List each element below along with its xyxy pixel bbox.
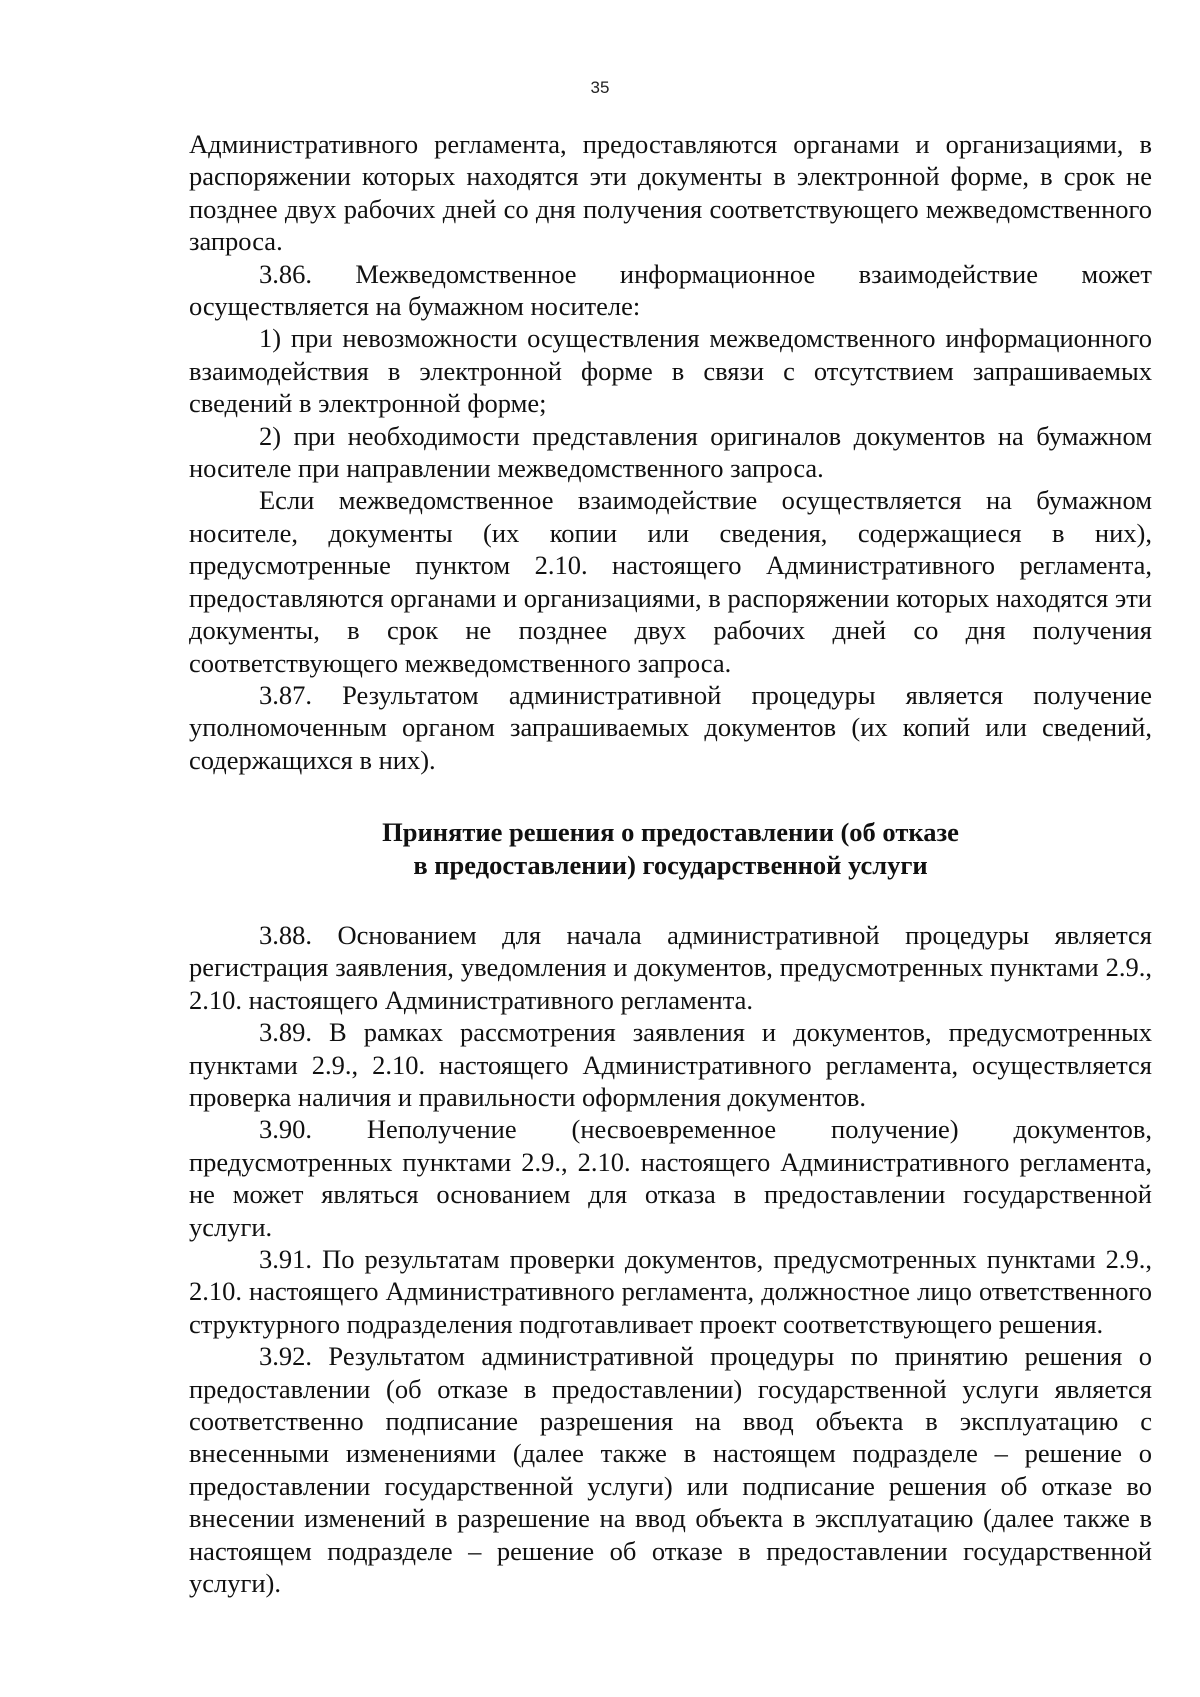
- paragraph: 3.91. По результатам проверки документов, предусмотренных пунктами 2.9., 2.10. настоящего Административного регламента, должностное лицо ответственного структурного подразделения подготавливает проект соответствующего решения.: [189, 1244, 1152, 1339]
- paragraph: 3.89. В рамках рассмотрения заявления и документов, предусмотренных пунктами 2.9., 2.10. настоящего Административного регламента, осуществляется проверка наличия и правильности оформления документов.: [189, 1017, 1152, 1112]
- paragraph: Административного регламента, предоставляются органами и организациями, в распоряжении которых находятся эти документы в электронной форме, в срок не позднее двух рабочих дней со дня получения соответствующего межведомственного запроса.: [189, 129, 1152, 257]
- paragraph: Если межведомственное взаимодействие осуществляется на бумажном носителе, документы (их копии или сведения, содержащиеся в них), предусмотренные пунктом 2.10. настоящего Административного регламента, предоставляются органами и организациями, в распоряжении которых находятся эти документы, в срок не позднее двух рабочих дней со дня получения соответствующего межведомственного запроса.: [189, 485, 1152, 678]
- paragraph: 3.92. Результатом административной процедуры по принятию решения о предоставлении (об отказе в предоставлении) государственной услуги является соответственно подписание разрешения на ввод объекта в эксплуатацию с внесенными изменениями (далее также в настоящем подразделе – решение о предоставлении государственной услуги) или подписание решения об отказе во внесении изменений в разрешение на ввод объекта в эксплуатацию (далее также в настоящем подразделе – решение об отказе в предоставлении государственной услуги).: [189, 1341, 1152, 1599]
- paragraph: 3.88. Основанием для начала административной процедуры является регистрация заявления, уведомления и документов, предусмотренных пунктами 2.9., 2.10. настоящего Административного регламента.: [189, 919, 1152, 1015]
- section-heading-line-1: Принятие решения о предоставлении (об отказе: [382, 817, 959, 848]
- paragraph: 3.86. Межведомственное информационное взаимодействие может осуществляется на бумажном носителе:: [189, 258, 1152, 322]
- section-heading-line-2: в предоставлении) государственной услуги: [413, 849, 928, 880]
- document-body: [189, 128, 1152, 1599]
- paragraph: 1) при невозможности осуществления межведомственного информационного взаимодействия в электронной форме в связи с отсутствием запрашиваемых сведений в электронной форме;: [189, 323, 1152, 419]
- paragraph: 2) при необходимости представления оригиналов документов на бумажном носителе при направлении межведомственного запроса.: [189, 420, 1152, 484]
- section-heading: [189, 816, 1152, 881]
- page-number: 35: [590, 78, 610, 97]
- paragraph: 3.90. Неполучение (несвоевременное получение) документов, предусмотренных пунктами 2.9., 2.10. настоящего Административного регламента, не может являться основанием для отказа в предоставлении государственной услуги.: [189, 1114, 1152, 1242]
- paragraph: 3.87. Результатом административной процедуры является получение уполномоченным органом запрашиваемых документов (их копий или сведений, содержащихся в них).: [189, 679, 1152, 775]
